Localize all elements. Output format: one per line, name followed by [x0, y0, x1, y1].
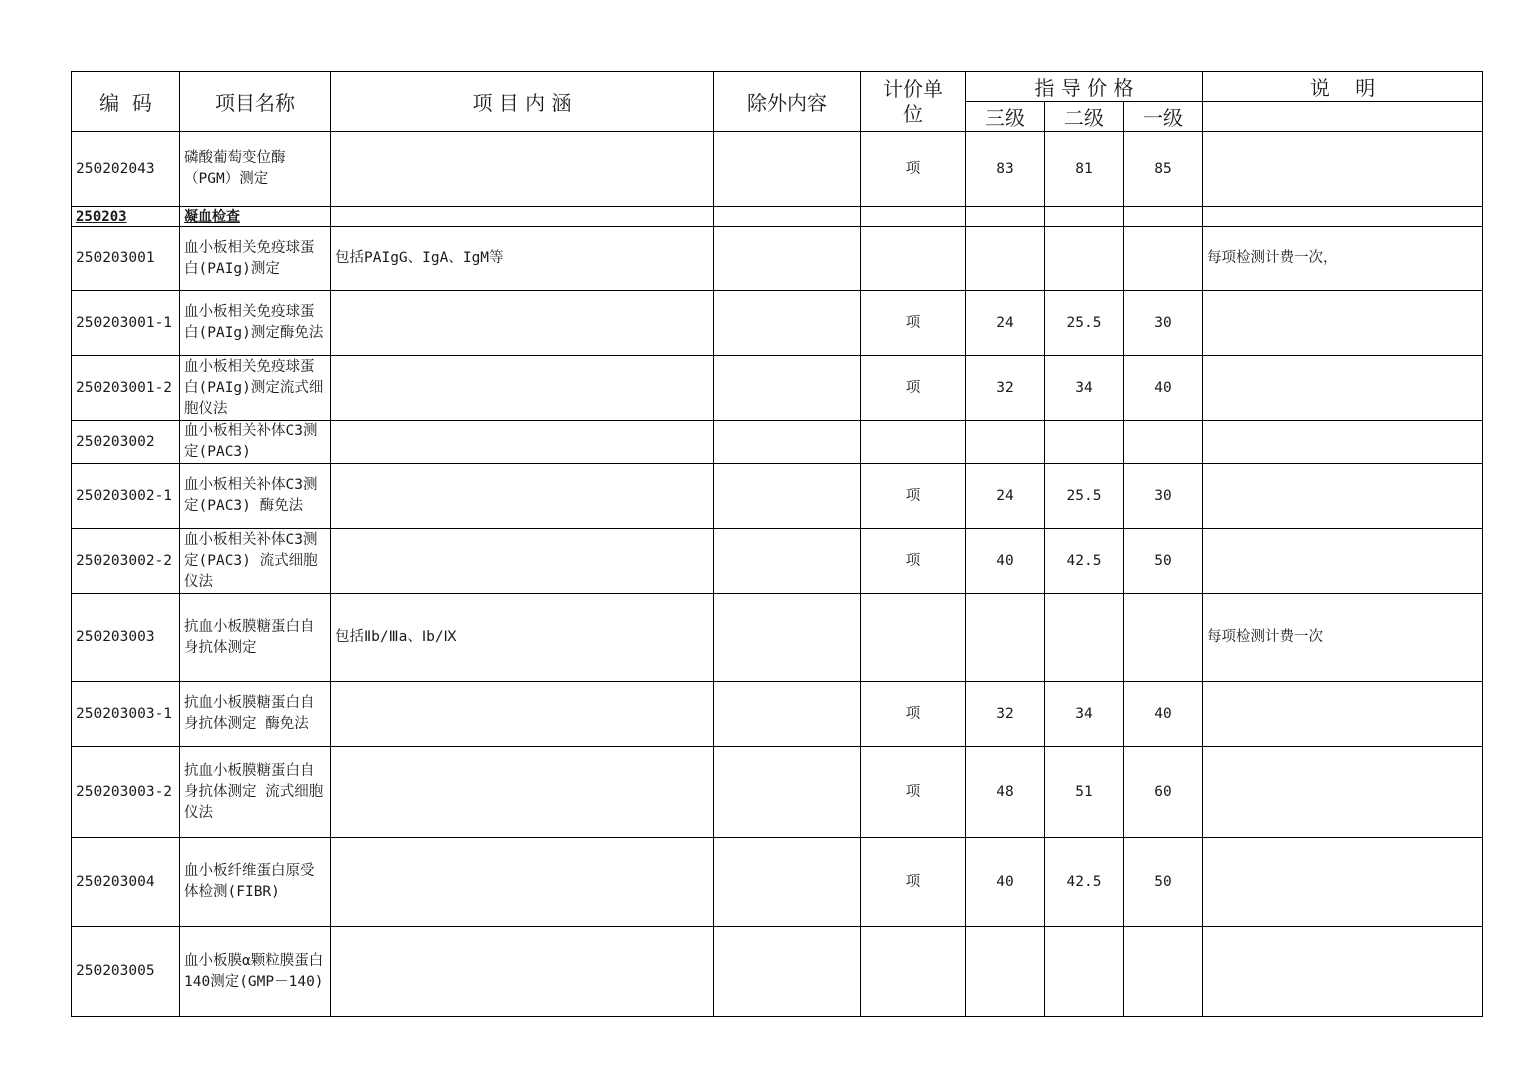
cell-excluded	[714, 594, 861, 682]
cell-price-level1: 30	[1124, 291, 1203, 356]
cell-content	[331, 291, 714, 356]
cell-price-level2: 25.5	[1045, 291, 1124, 356]
cell-price-level2: 25.5	[1045, 464, 1124, 529]
header-name: 项目名称	[180, 72, 331, 132]
table-row	[72, 594, 1483, 682]
cell-name: 抗血小板膜糖蛋白自身抗体测定	[180, 594, 331, 682]
cell-price-level2	[1045, 421, 1124, 464]
cell-price-level1	[1124, 421, 1203, 464]
cell-code: 250203001-1	[72, 291, 180, 356]
cell-content	[331, 421, 714, 464]
cell-name: 血小板相关补体C3测定(PAC3) 酶免法	[180, 464, 331, 529]
cell-price-level3: 48	[966, 747, 1045, 838]
cell-content	[331, 927, 714, 1017]
price-table	[71, 71, 1483, 1017]
cell-price-level2	[1045, 227, 1124, 291]
cell-note	[1203, 927, 1483, 1017]
cell-name: 抗血小板膜糖蛋白自身抗体测定 酶免法	[180, 682, 331, 747]
cell-price-level3	[966, 594, 1045, 682]
cell-price-level2: 51	[1045, 747, 1124, 838]
cell-price-level1: 50	[1124, 838, 1203, 927]
cell-excluded	[714, 838, 861, 927]
cell-note	[1203, 421, 1483, 464]
cell-price-level2	[1045, 927, 1124, 1017]
table-row	[72, 927, 1483, 1017]
cell-price-level1: 40	[1124, 682, 1203, 747]
cell-price-level3: 24	[966, 291, 1045, 356]
cell-code: 250203002	[72, 421, 180, 464]
cell-excluded	[714, 464, 861, 529]
cell-code: 250203001	[72, 227, 180, 291]
cell-price-level2: 42.5	[1045, 529, 1124, 594]
cell-excluded	[714, 132, 861, 207]
cell-unit: 项	[861, 291, 966, 356]
table-row	[72, 227, 1483, 291]
cell-price-level2: 34	[1045, 356, 1124, 421]
cell-unit	[861, 927, 966, 1017]
cell-price-level3: 32	[966, 356, 1045, 421]
cell-unit	[861, 594, 966, 682]
cell-code: 250203005	[72, 927, 180, 1017]
cell-code: 250203001-2	[72, 356, 180, 421]
cell-price-level1: 50	[1124, 529, 1203, 594]
table-row	[72, 682, 1483, 747]
cell-price-level2	[1045, 207, 1124, 227]
table-row	[72, 291, 1483, 356]
cell-note	[1203, 529, 1483, 594]
price-table-sheet	[71, 71, 1482, 1010]
table-row	[72, 747, 1483, 838]
cell-name: 血小板相关补体C3测定(PAC3) 流式细胞仪法	[180, 529, 331, 594]
cell-content	[331, 747, 714, 838]
cell-note	[1203, 207, 1483, 227]
cell-note: 每项检测计费一次，	[1203, 227, 1483, 291]
header-level2: 二级	[1045, 102, 1124, 132]
cell-price-level3	[966, 227, 1045, 291]
cell-content	[331, 529, 714, 594]
cell-price-level2: 34	[1045, 682, 1124, 747]
table-row	[72, 421, 1483, 464]
header-level1: 一级	[1124, 102, 1203, 132]
cell-code: 250203003	[72, 594, 180, 682]
cell-note	[1203, 291, 1483, 356]
cell-name: 血小板相关免疫球蛋白(PAIg)测定流式细胞仪法	[180, 356, 331, 421]
cell-excluded	[714, 682, 861, 747]
table-row	[72, 529, 1483, 594]
cell-price-level1: 60	[1124, 747, 1203, 838]
cell-name: 凝血检查	[180, 207, 331, 227]
cell-unit	[861, 207, 966, 227]
cell-note	[1203, 464, 1483, 529]
cell-excluded	[714, 529, 861, 594]
cell-content	[331, 838, 714, 927]
cell-content	[331, 207, 714, 227]
cell-name: 血小板相关免疫球蛋白(PAIg)测定酶免法	[180, 291, 331, 356]
table-row	[72, 132, 1483, 207]
cell-code: 250203002-1	[72, 464, 180, 529]
cell-note	[1203, 747, 1483, 838]
cell-unit	[861, 227, 966, 291]
cell-name: 血小板膜α颗粒膜蛋白140测定(GMP－140)	[180, 927, 331, 1017]
cell-unit: 项	[861, 682, 966, 747]
cell-price-level2	[1045, 594, 1124, 682]
header-price-group: 指 导 价 格	[966, 72, 1203, 102]
header-unit: 计价单位	[861, 72, 966, 132]
cell-name: 磷酸葡萄变位酶（PGM）测定	[180, 132, 331, 207]
header-note: 说 明	[1203, 72, 1483, 102]
table-body	[72, 132, 1483, 1017]
table-header-row	[72, 72, 1483, 102]
header-level3: 三级	[966, 102, 1045, 132]
cell-code: 250203003-1	[72, 682, 180, 747]
cell-name: 血小板相关补体C3测定(PAC3)	[180, 421, 331, 464]
header-excluded: 除外内容	[714, 72, 861, 132]
cell-name: 血小板纤维蛋白原受体检测(FIBR)	[180, 838, 331, 927]
cell-price-level1: 85	[1124, 132, 1203, 207]
cell-excluded	[714, 227, 861, 291]
cell-note	[1203, 132, 1483, 207]
cell-excluded	[714, 927, 861, 1017]
cell-unit	[861, 421, 966, 464]
cell-price-level3: 83	[966, 132, 1045, 207]
section-row	[72, 207, 1483, 227]
cell-note: 每项检测计费一次	[1203, 594, 1483, 682]
cell-code: 250202043	[72, 132, 180, 207]
cell-code: 250203	[72, 207, 180, 227]
cell-price-level2: 42.5	[1045, 838, 1124, 927]
cell-price-level3	[966, 421, 1045, 464]
cell-excluded	[714, 291, 861, 356]
cell-excluded	[714, 421, 861, 464]
cell-price-level1: 40	[1124, 356, 1203, 421]
cell-price-level3: 32	[966, 682, 1045, 747]
table-row	[72, 838, 1483, 927]
cell-code: 250203004	[72, 838, 180, 927]
header-code: 编 码	[72, 72, 180, 132]
table-row	[72, 464, 1483, 529]
cell-unit: 项	[861, 132, 966, 207]
cell-note	[1203, 356, 1483, 421]
header-note-sub	[1203, 102, 1483, 132]
cell-unit: 项	[861, 464, 966, 529]
cell-name: 血小板相关免疫球蛋白(PAIg)测定	[180, 227, 331, 291]
cell-code: 250203003-2	[72, 747, 180, 838]
cell-code: 250203002-2	[72, 529, 180, 594]
cell-excluded	[714, 747, 861, 838]
cell-price-level3: 40	[966, 838, 1045, 927]
cell-excluded	[714, 207, 861, 227]
cell-price-level3: 40	[966, 529, 1045, 594]
cell-price-level3	[966, 207, 1045, 227]
header-content: 项 目 内 涵	[331, 72, 714, 132]
cell-content	[331, 464, 714, 529]
cell-price-level3	[966, 927, 1045, 1017]
cell-name: 抗血小板膜糖蛋白自身抗体测定 流式细胞仪法	[180, 747, 331, 838]
cell-price-level1	[1124, 594, 1203, 682]
cell-unit: 项	[861, 529, 966, 594]
cell-content	[331, 682, 714, 747]
cell-content	[331, 356, 714, 421]
cell-price-level1	[1124, 207, 1203, 227]
cell-content: 包括PAIgG、IgA、IgM等	[331, 227, 714, 291]
cell-note	[1203, 682, 1483, 747]
cell-price-level3: 24	[966, 464, 1045, 529]
cell-content	[331, 132, 714, 207]
cell-price-level1	[1124, 227, 1203, 291]
cell-unit: 项	[861, 747, 966, 838]
cell-price-level2: 81	[1045, 132, 1124, 207]
cell-content: 包括Ⅱb/Ⅲa、Ⅰb/Ⅸ	[331, 594, 714, 682]
cell-price-level1: 30	[1124, 464, 1203, 529]
cell-unit: 项	[861, 356, 966, 421]
cell-excluded	[714, 356, 861, 421]
cell-unit: 项	[861, 838, 966, 927]
cell-note	[1203, 838, 1483, 927]
table-row	[72, 356, 1483, 421]
cell-price-level1	[1124, 927, 1203, 1017]
